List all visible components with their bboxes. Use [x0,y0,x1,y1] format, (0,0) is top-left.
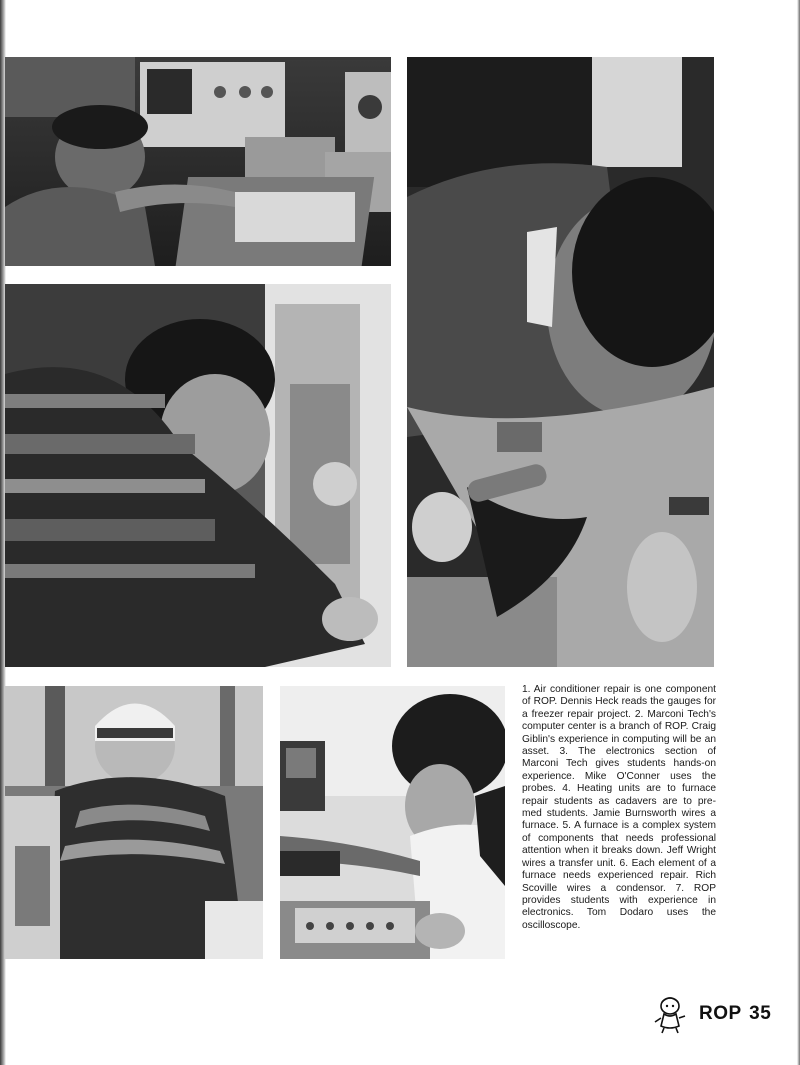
mascot-logo-icon [652,994,688,1034]
photo-caption: 1. Air conditioner repair is one component of ROP. Dennis Heck reads the gauges for a freezer repair project. 2. Marconi Tech's computer center is a branch of ROP. Craig Giblin's experience in computing will be an asset. 3. The electronics section of Marconi Tech gives students hands-on experience. Mike O'Conner uses the probes. 4. Heating units are to furnace repair students as cadavers are to pre-med students. Jamie Burnsworth wires a furnace. 5. A furnace is a complex system of components that needs professional attention when it breaks down. Jeff Wright wires a transfer unit. 6. Each element of a furnace needs experienced repair. Rich Scoville wires a condensor. 7. ROP provides students with experience in electronics. Tom Dodaro uses the oscilloscope. [522,684,716,931]
photo-oscilloscope-bench [5,57,391,266]
page-number: 35 [749,1003,772,1024]
photo-sweater-furnace [5,284,391,667]
photo-cap-transfer-unit [5,686,263,959]
section-label: ROP [699,1003,742,1024]
photo-oscilloscope-probes [280,686,505,959]
page-folio [697,1003,771,1025]
photo-wiring-condensor [407,57,714,667]
